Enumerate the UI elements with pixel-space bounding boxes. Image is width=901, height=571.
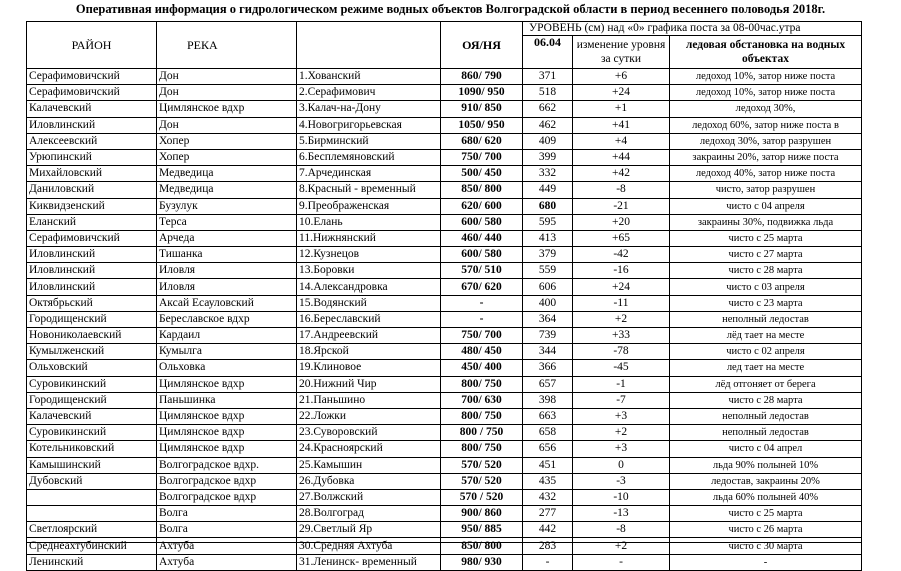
cell-post: 5.Бирминский: [297, 133, 441, 149]
table-row: [27, 133, 862, 149]
cell-change: -11: [573, 295, 670, 311]
hydrology-table: [26, 21, 862, 571]
cell-oy-ny: 910/ 850: [441, 101, 523, 117]
cell-post: 27.Волжский: [297, 489, 441, 505]
header-level-group: УРОВЕНЬ (см) над «0» графика поста за 08-00час.утра: [523, 22, 862, 36]
cell-oy-ny: 860/ 790: [441, 69, 523, 85]
cell-level: 344: [523, 344, 573, 360]
cell-ice: чисто с 23 марта: [670, 295, 862, 311]
cell-level: -: [523, 554, 573, 570]
cell-post: 30.Средняя Ахтуба: [297, 538, 441, 554]
cell-river: Хопер: [157, 149, 297, 165]
table-continuation: [26, 542, 861, 548]
cell-level: 432: [523, 489, 573, 505]
cell-level: 451: [523, 457, 573, 473]
cell-change: +4: [573, 133, 670, 149]
cell-river: Кумылга: [157, 344, 297, 360]
cell-change: -1: [573, 376, 670, 392]
cell-river: Терса: [157, 214, 297, 230]
cell-level: 366: [523, 360, 573, 376]
cell-level: 663: [523, 408, 573, 424]
cell-oy-ny: 480/ 450: [441, 344, 523, 360]
table-row: [27, 69, 862, 85]
cell-post: 14.Александровка: [297, 279, 441, 295]
cell-oy-ny: 950/ 885: [441, 522, 523, 538]
cell-river: Цимлянское вдхр: [157, 425, 297, 441]
cell-district: Иловлинский: [27, 263, 157, 279]
table-row: [27, 149, 862, 165]
cell-oy-ny: 500/ 450: [441, 166, 523, 182]
cell-district: Котельниковский: [27, 441, 157, 457]
cell-level: 449: [523, 182, 573, 198]
table-row: [27, 101, 862, 117]
table-row: [27, 376, 862, 392]
cell-oy-ny: 450/ 400: [441, 360, 523, 376]
cell-level: 662: [523, 101, 573, 117]
cell-district: Серафимовичский: [27, 230, 157, 246]
cell-change: -45: [573, 360, 670, 376]
cell-ice: чисто с 25 марта: [670, 230, 862, 246]
header-river: РЕКА: [157, 22, 297, 69]
table-row: [27, 506, 862, 522]
cell-river: Цимлянское вдхр: [157, 441, 297, 457]
cell-oy-ny: 1090/ 950: [441, 85, 523, 101]
cell-oy-ny: 570/ 520: [441, 457, 523, 473]
cell-oy-ny: 750/ 700: [441, 328, 523, 344]
cell-river: Ольховка: [157, 360, 297, 376]
cell-change: +44: [573, 149, 670, 165]
cell-river: Цимлянское вдхр: [157, 408, 297, 424]
cell-oy-ny: 570/ 510: [441, 263, 523, 279]
cell-oy-ny: -: [441, 311, 523, 327]
cell-post: 24.Красноярский: [297, 441, 441, 457]
cell-level: 371: [523, 69, 573, 85]
cell-change: -8: [573, 522, 670, 538]
cell-oy-ny: 700/ 630: [441, 392, 523, 408]
cell-ice: чисто с 04 апрел: [670, 441, 862, 457]
cell-ice: закраины 20%, затор ниже поста: [670, 149, 862, 165]
cell-level: 559: [523, 263, 573, 279]
cell-post: 18.Ярской: [297, 344, 441, 360]
cell-district: Калачевский: [27, 101, 157, 117]
cell-district: Городищенский: [27, 311, 157, 327]
cell-district: Новониколаевский: [27, 328, 157, 344]
cell-level: 435: [523, 473, 573, 489]
cell-oy-ny: 850/ 800: [441, 538, 523, 554]
cell-level: 442: [523, 522, 573, 538]
cell-change: -78: [573, 344, 670, 360]
cell-change: +2: [573, 311, 670, 327]
cell-change: -: [573, 554, 670, 570]
cell-district: Ленинский: [27, 554, 157, 570]
cell-district: Серафимовичский: [27, 69, 157, 85]
cell-level: 364: [523, 311, 573, 327]
cell-district: Кумылженский: [27, 344, 157, 360]
table-row: [27, 360, 862, 376]
cell-river: Иловля: [157, 279, 297, 295]
table-row: [27, 392, 862, 408]
cell-district: Суровикинский: [27, 425, 157, 441]
cell-post: 31.Ленинск- временный: [297, 554, 441, 570]
cell-change: -13: [573, 506, 670, 522]
cell-change: -7: [573, 392, 670, 408]
cell-change: -8: [573, 182, 670, 198]
cell-change: -21: [573, 198, 670, 214]
cell-ice: чисто с 27 марта: [670, 247, 862, 263]
cell-post: 6.Бесплемяновский: [297, 149, 441, 165]
cell-river: Паньшинка: [157, 392, 297, 408]
cell-ice: лёд отгоняет от берега: [670, 376, 862, 392]
cell-river: Волгоградское вдхр.: [157, 457, 297, 473]
cell-level: 277: [523, 506, 573, 522]
cell-change: +24: [573, 279, 670, 295]
cell-district: Городищенский: [27, 392, 157, 408]
cell-ice: -: [670, 554, 862, 570]
cell-district: Даниловский: [27, 182, 157, 198]
cell-level: 413: [523, 230, 573, 246]
cell-oy-ny: 600/ 580: [441, 214, 523, 230]
table-row: [27, 166, 862, 182]
cell-level: 680: [523, 198, 573, 214]
header-row-1: [27, 22, 862, 36]
cell-change: +33: [573, 328, 670, 344]
cell-district: Ольховский: [27, 360, 157, 376]
cell-district: [27, 506, 157, 522]
table-row: [27, 85, 862, 101]
cell-ice: чисто с 04 апреля: [670, 198, 862, 214]
cell-change: 0: [573, 457, 670, 473]
header-change: изменение уровня за сутки: [573, 36, 670, 69]
cell-river: Цимлянское вдхр: [157, 376, 297, 392]
cell-ice: чисто с 26 марта: [670, 522, 862, 538]
cell-level: 739: [523, 328, 573, 344]
cell-post: 17.Андреевский: [297, 328, 441, 344]
cell-ice: ледоход 30%, затор разрушен: [670, 133, 862, 149]
cell-river: Ахтуба: [157, 538, 297, 554]
cell-level: 462: [523, 117, 573, 133]
cell-oy-ny: 460/ 440: [441, 230, 523, 246]
table-row: [27, 522, 862, 538]
table-row: [27, 344, 862, 360]
cell-ice: ледоход 30%,: [670, 101, 862, 117]
cell-ice: лед тает на месте: [670, 360, 862, 376]
cell-ice: ледоход 40%, затор ниже поста: [670, 166, 862, 182]
cell-river: Медведица: [157, 166, 297, 182]
cell-post: 19.Клиновое: [297, 360, 441, 376]
cell-post: 11.Нижнянский: [297, 230, 441, 246]
cell-change: +41: [573, 117, 670, 133]
cell-oy-ny: 980/ 930: [441, 554, 523, 570]
cell-ice: закраины 30%, подвижка льда: [670, 214, 862, 230]
cell-river: Хопер: [157, 133, 297, 149]
cell-level: 283: [523, 538, 573, 554]
cell-level: 657: [523, 376, 573, 392]
cell-post: 1.Хованский: [297, 69, 441, 85]
cell-change: +24: [573, 85, 670, 101]
cell-oy-ny: 850/ 800: [441, 182, 523, 198]
cell-oy-ny: 900/ 860: [441, 506, 523, 522]
cell-oy-ny: 800 / 750: [441, 425, 523, 441]
cell-post: 16.Береславский: [297, 311, 441, 327]
cell-district: Иловлинский: [27, 117, 157, 133]
cell-river: Волга: [157, 506, 297, 522]
cell-district: Дубовский: [27, 473, 157, 489]
cell-ice: чисто с 30 марта: [670, 538, 862, 554]
cell-change: -3: [573, 473, 670, 489]
cell-river: Аксай Есауловский: [157, 295, 297, 311]
cell-river: Бузулук: [157, 198, 297, 214]
cell-change: +3: [573, 441, 670, 457]
cell-district: Еланский: [27, 214, 157, 230]
cell-ice: льда 60% полыней 40%: [670, 489, 862, 505]
cell-level: 409: [523, 133, 573, 149]
table-row: [27, 295, 862, 311]
cell-level: 656: [523, 441, 573, 457]
cell-oy-ny: 570 / 520: [441, 489, 523, 505]
cell-river: Цимлянское вдхр: [157, 101, 297, 117]
cell-change: -10: [573, 489, 670, 505]
cell-river: Волгоградское вдхр: [157, 473, 297, 489]
cell-ice: ледоход 60%, затор ниже поста в: [670, 117, 862, 133]
cell-ice: ледостав, закраины 20%: [670, 473, 862, 489]
cell-oy-ny: 570/ 520: [441, 473, 523, 489]
cell-change: +1: [573, 101, 670, 117]
cell-district: Иловлинский: [27, 279, 157, 295]
table-row: [27, 117, 862, 133]
cell-oy-ny: 800/ 750: [441, 376, 523, 392]
cell-oy-ny: -: [441, 295, 523, 311]
cell-post: 3.Калач-на-Дону: [297, 101, 441, 117]
table-row: [27, 230, 862, 246]
cell-ice: ледоход 10%, затор ниже поста: [670, 85, 862, 101]
table-row: [27, 473, 862, 489]
cell-ice: чисто с 02 апреля: [670, 344, 862, 360]
cell-ice: неполный ледостав: [670, 425, 862, 441]
cell-ice: лёд тает на месте: [670, 328, 862, 344]
cell-river: Волгоградское вдхр: [157, 489, 297, 505]
cell-level: 332: [523, 166, 573, 182]
cell-district: Среднеахтубинский: [27, 538, 157, 554]
cell-change: +65: [573, 230, 670, 246]
cell-oy-ny: 620/ 600: [441, 198, 523, 214]
cell-post: 23.Суворовский: [297, 425, 441, 441]
header-ice: ледовая обстановка на водных объектах: [670, 36, 862, 69]
cell-district: Алексеевский: [27, 133, 157, 149]
table-row: [27, 489, 862, 505]
cell-district: Иловлинский: [27, 247, 157, 263]
cell-river: Волга: [157, 522, 297, 538]
cell-level: 398: [523, 392, 573, 408]
cell-ice: неполный ледостав: [670, 408, 862, 424]
cell-river: Арчеда: [157, 230, 297, 246]
cell-post: 29.Светлый Яр: [297, 522, 441, 538]
cell-district: Суровикинский: [27, 376, 157, 392]
cell-change: +42: [573, 166, 670, 182]
cell-oy-ny: 800/ 750: [441, 441, 523, 457]
cell-post: 22.Ложки: [297, 408, 441, 424]
cell-level: 595: [523, 214, 573, 230]
cell-oy-ny: 1050/ 950: [441, 117, 523, 133]
cell-district: Серафимовичский: [27, 85, 157, 101]
cell-ice: ледоход 10%, затор ниже поста: [670, 69, 862, 85]
cell-river: Медведица: [157, 182, 297, 198]
table-row: [27, 198, 862, 214]
cell-change: +2: [573, 425, 670, 441]
cell-ice: чисто с 25 марта: [670, 506, 862, 522]
cell-river: Кардаил: [157, 328, 297, 344]
header-oy-ny: ОЯ/НЯ: [441, 22, 523, 69]
cell-ice: чисто с 03 апреля: [670, 279, 862, 295]
table-row: [27, 182, 862, 198]
cell-river: Тишанка: [157, 247, 297, 263]
table-row: [27, 328, 862, 344]
cell-district: Светлоярский: [27, 522, 157, 538]
table-row: [27, 279, 862, 295]
cell-district: Урюпинский: [27, 149, 157, 165]
cell-district: Октябрьский: [27, 295, 157, 311]
cell-river: Дон: [157, 85, 297, 101]
cell-oy-ny: 680/ 620: [441, 133, 523, 149]
cell-district: [27, 489, 157, 505]
table-row: [27, 247, 862, 263]
cell-ice: неполный ледостав: [670, 311, 862, 327]
header-date: 06.04: [523, 36, 573, 69]
cell-oy-ny: 670/ 620: [441, 279, 523, 295]
cell-post: 7.Арчединская: [297, 166, 441, 182]
table-row: [27, 425, 862, 441]
cell-river: Береславское вдхр: [157, 311, 297, 327]
cell-post: 21.Паньшино: [297, 392, 441, 408]
cell-change: +3: [573, 408, 670, 424]
cell-ice: чисто с 28 марта: [670, 263, 862, 279]
cell-river: Иловля: [157, 263, 297, 279]
cell-oy-ny: 750/ 700: [441, 149, 523, 165]
cell-ice: чисто с 28 марта: [670, 392, 862, 408]
cell-post: 2.Серафимович: [297, 85, 441, 101]
table-row: [27, 441, 862, 457]
cell-level: 518: [523, 85, 573, 101]
cell-post: 26.Дубовка: [297, 473, 441, 489]
cell-change: -42: [573, 247, 670, 263]
cell-ice: льда 90% полыней 10%: [670, 457, 862, 473]
table-row: [27, 263, 862, 279]
cell-river: Дон: [157, 69, 297, 85]
cell-change: -16: [573, 263, 670, 279]
table-row: [27, 408, 862, 424]
cell-oy-ny: 800/ 750: [441, 408, 523, 424]
cell-change: +6: [573, 69, 670, 85]
table-row: [27, 311, 862, 327]
document-title: Оперативная информация о гидрологическом режиме водных объектов Волгоградской области в период весеннего половодья 2018г.: [75, 2, 826, 16]
cell-change: +2: [573, 538, 670, 554]
cell-district: Киквидзенский: [27, 198, 157, 214]
cell-river: Ахтуба: [157, 554, 297, 570]
table-row: [27, 457, 862, 473]
header-district: РАЙОН: [27, 22, 157, 69]
cell-post: 28.Волгоград: [297, 506, 441, 522]
cell-oy-ny: 600/ 580: [441, 247, 523, 263]
cell-level: 606: [523, 279, 573, 295]
cell-post: 13.Боровки: [297, 263, 441, 279]
cell-level: 399: [523, 149, 573, 165]
cell-district: Калачевский: [27, 408, 157, 424]
header-post: [297, 22, 441, 69]
cell-change: +20: [573, 214, 670, 230]
cell-post: 10.Елань: [297, 214, 441, 230]
cell-district: Камышинский: [27, 457, 157, 473]
cell-post: 20.Нижний Чир: [297, 376, 441, 392]
cell-post: 12.Кузнецов: [297, 247, 441, 263]
table-row: [27, 554, 862, 570]
cell-post: 4.Новогригорьевская: [297, 117, 441, 133]
table-row: [27, 214, 862, 230]
cell-post: 8.Красный - временный: [297, 182, 441, 198]
cell-level: 658: [523, 425, 573, 441]
cell-river: Дон: [157, 117, 297, 133]
cell-level: 400: [523, 295, 573, 311]
cell-level: 379: [523, 247, 573, 263]
cell-post: 25.Камышин: [297, 457, 441, 473]
cell-district: Михайловский: [27, 166, 157, 182]
cell-ice: чисто, затор разрушен: [670, 182, 862, 198]
cell-post: 9.Преображенская: [297, 198, 441, 214]
cell-post: 15.Водянский: [297, 295, 441, 311]
